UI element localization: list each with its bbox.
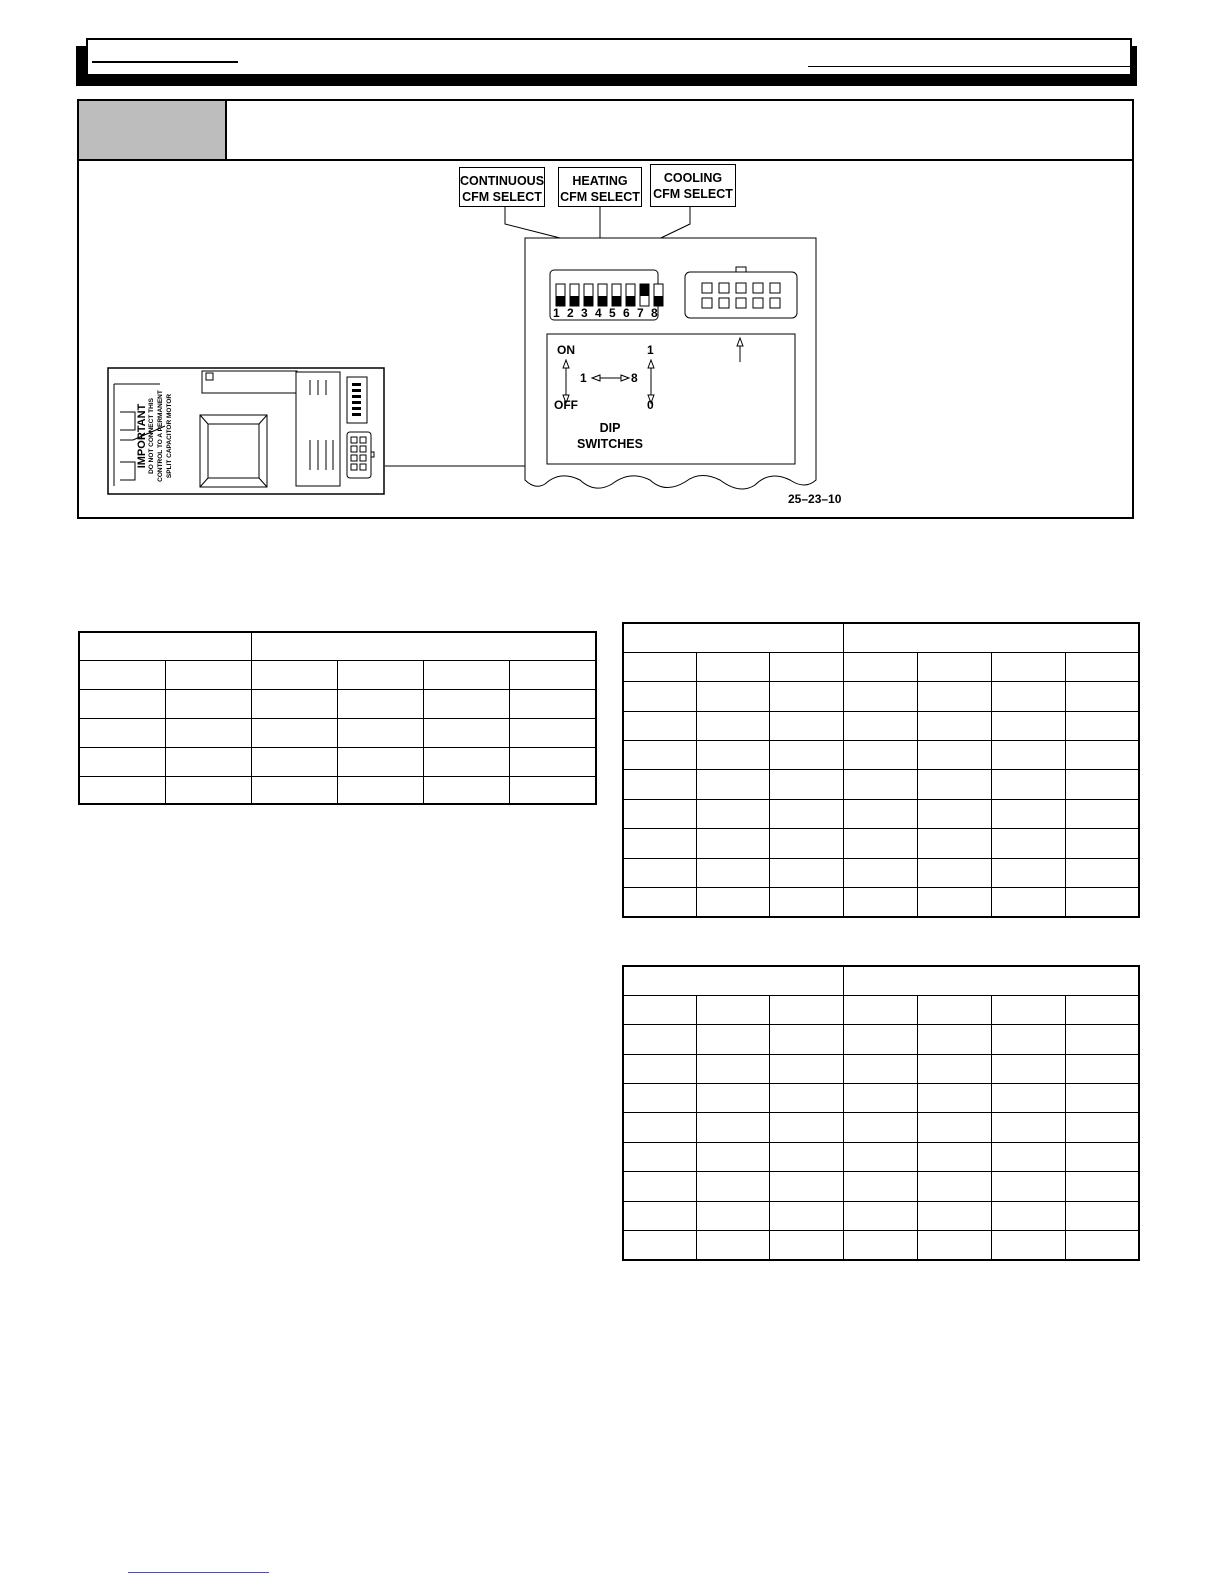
table-row bbox=[623, 829, 1139, 858]
right-bottom-table bbox=[622, 965, 1140, 1261]
switch-number-1: 1 bbox=[553, 306, 560, 320]
table-row bbox=[623, 1084, 1139, 1113]
table-row bbox=[79, 660, 596, 689]
left-table bbox=[78, 631, 597, 805]
switch-number-2: 2 bbox=[567, 306, 574, 320]
table-row bbox=[623, 1172, 1139, 1201]
important-warning-label: IMPORTANT DO NOT CONNECT THIS CONTROL TO A PERMANENT SPLIT CAPACITOR MOTOR bbox=[136, 390, 173, 482]
switch-number-5: 5 bbox=[609, 306, 616, 320]
table-row bbox=[623, 966, 1139, 995]
legend-range-end: 8 bbox=[631, 371, 638, 385]
table-row bbox=[623, 888, 1139, 917]
table-row bbox=[623, 770, 1139, 799]
table-row bbox=[623, 799, 1139, 828]
heating-cfm-callout: HEATING CFM SELECT bbox=[558, 167, 642, 207]
figure-number: 25–23–10 bbox=[788, 492, 842, 506]
table-row bbox=[623, 623, 1139, 652]
switch-number-3: 3 bbox=[581, 306, 588, 320]
legend-on: ON bbox=[557, 343, 575, 357]
continuous-cfm-callout: CONTINUOUS CFM SELECT bbox=[459, 167, 545, 207]
table-row bbox=[623, 995, 1139, 1024]
switch-number-8: 8 bbox=[651, 306, 658, 320]
legend-off: OFF bbox=[554, 398, 578, 412]
table-row bbox=[79, 776, 596, 804]
legend-range-start: 1 bbox=[580, 371, 587, 385]
table-row bbox=[79, 689, 596, 718]
switch-number-6: 6 bbox=[623, 306, 630, 320]
table-row bbox=[623, 1054, 1139, 1083]
table-row bbox=[79, 747, 596, 776]
table-row bbox=[623, 1201, 1139, 1230]
legend-zero: 0 bbox=[647, 398, 654, 412]
table-row bbox=[623, 682, 1139, 711]
table-row bbox=[623, 1025, 1139, 1054]
table-row bbox=[623, 1113, 1139, 1142]
footer-link[interactable] bbox=[128, 1572, 269, 1573]
cooling-cfm-callout: COOLING CFM SELECT bbox=[650, 164, 736, 207]
table-row bbox=[623, 1142, 1139, 1171]
table-row bbox=[623, 1231, 1139, 1260]
right-top-table bbox=[622, 622, 1140, 918]
legend-one: 1 bbox=[647, 343, 654, 357]
table-row bbox=[623, 652, 1139, 681]
switch-number-7: 7 bbox=[637, 306, 644, 320]
table-row bbox=[79, 632, 596, 660]
legend-dip-switches: DIP SWITCHES bbox=[577, 421, 643, 451]
table-row bbox=[623, 741, 1139, 770]
table-row bbox=[79, 718, 596, 747]
switch-number-4: 4 bbox=[595, 306, 602, 320]
table-row bbox=[623, 711, 1139, 740]
table-row bbox=[623, 858, 1139, 887]
